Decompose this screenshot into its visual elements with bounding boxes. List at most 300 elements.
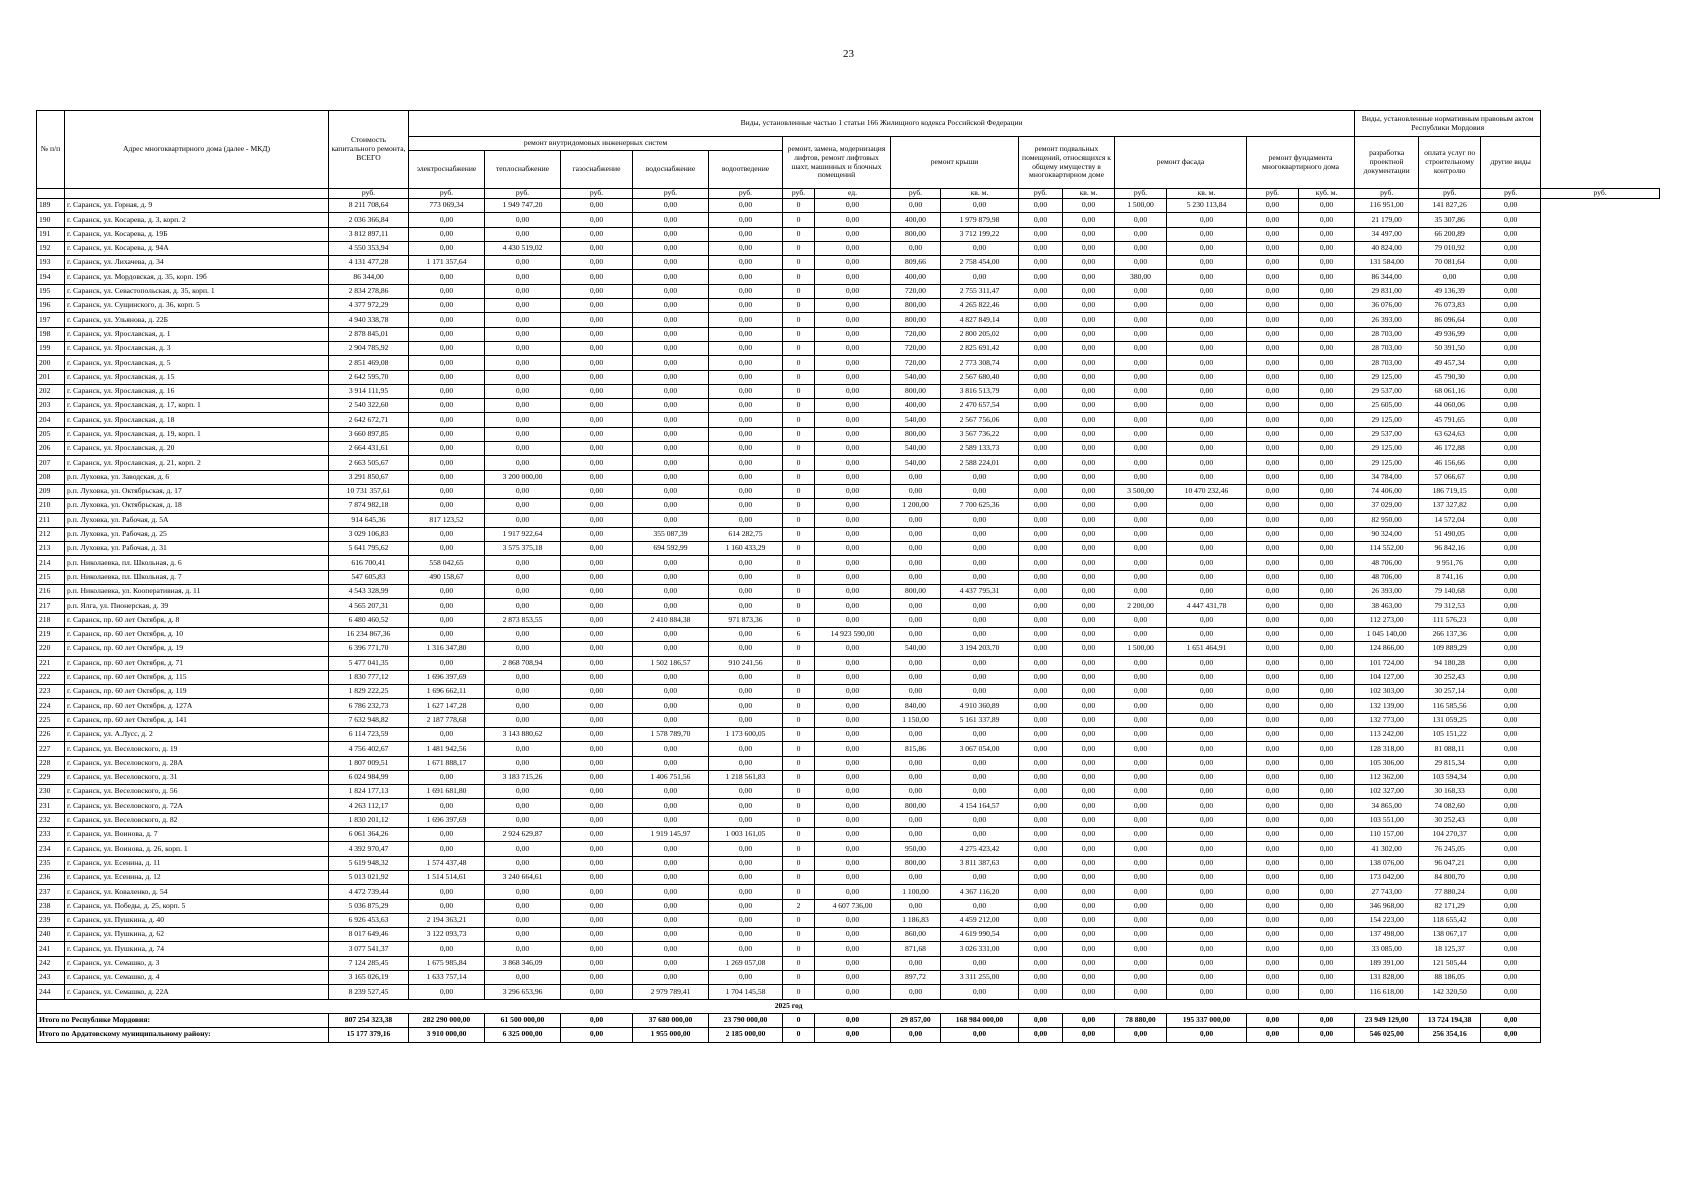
- row-value: 773 069,34: [409, 199, 485, 213]
- row-number: 208: [37, 470, 65, 484]
- row-value: 0,00: [891, 785, 941, 799]
- row-value: 3 291 850,67: [329, 470, 409, 484]
- row-number: 240: [37, 928, 65, 942]
- row-value: 0,00: [561, 613, 633, 627]
- row-value: 0,00: [1019, 456, 1063, 470]
- row-value: 0,00: [1167, 556, 1247, 570]
- row-value: 0: [783, 642, 815, 656]
- row-address: г. Саранск, ул. Семашко, д. 22А: [65, 985, 329, 999]
- row-address: г. Саранск, ул. Пушкина, д. 74: [65, 942, 329, 956]
- row-value: 0,00: [1481, 313, 1541, 327]
- row-value: 0,00: [1167, 270, 1247, 284]
- row-value: 111 576,23: [1419, 613, 1481, 627]
- header-water: водоснабжение: [633, 151, 709, 189]
- row-address: г. Саранск, ул. Воинова, д. 7: [65, 828, 329, 842]
- row-value: 0,00: [1019, 713, 1063, 727]
- row-value: 0,00: [1115, 499, 1167, 513]
- row-value: 0,00: [941, 813, 1019, 827]
- row-value: 0: [783, 384, 815, 398]
- row-value: 0,00: [409, 384, 485, 398]
- row-address: г. Саранск, ул. Пушкина, д. 40: [65, 913, 329, 927]
- row-value: 0,00: [1063, 356, 1115, 370]
- row-value: 36 076,00: [1355, 299, 1419, 313]
- row-value: 0,00: [1019, 785, 1063, 799]
- row-value: 0,00: [1019, 484, 1063, 498]
- row-value: 0,00: [709, 399, 783, 413]
- total-value: 78 880,00: [1115, 1013, 1167, 1027]
- row-value: 49 136,39: [1419, 284, 1481, 298]
- row-value: 70 081,64: [1419, 256, 1481, 270]
- table-row: [37, 213, 1660, 227]
- row-value: 2 755 311,47: [941, 284, 1019, 298]
- row-value: 1 696 662,11: [409, 685, 485, 699]
- row-value: 0,00: [941, 613, 1019, 627]
- row-value: 45 791,65: [1419, 413, 1481, 427]
- row-value: 7 124 285,45: [329, 956, 409, 970]
- row-value: 0,00: [1481, 685, 1541, 699]
- row-address: г. Саранск, ул. Ярославская, д. 20: [65, 442, 329, 456]
- row-value: 0,00: [633, 556, 709, 570]
- row-number: 190: [37, 213, 65, 227]
- row-value: 0,00: [1247, 899, 1299, 913]
- row-value: 0,00: [891, 656, 941, 670]
- row-value: 0,00: [709, 513, 783, 527]
- row-value: 0,00: [709, 785, 783, 799]
- row-value: 3 660 897,85: [329, 427, 409, 441]
- total-value: 13 724 194,38: [1419, 1013, 1481, 1027]
- row-value: 0,00: [409, 356, 485, 370]
- row-value: 0,00: [1063, 427, 1115, 441]
- row-value: 0,00: [1481, 770, 1541, 784]
- row-value: 0,00: [1019, 299, 1063, 313]
- row-value: 0,00: [633, 842, 709, 856]
- unit-cell: руб.: [709, 189, 783, 199]
- row-value: 0,00: [1481, 542, 1541, 556]
- row-address: р.п. Николаевка, пл. Школьная, д. 7: [65, 570, 329, 584]
- row-value: 0,00: [815, 685, 891, 699]
- row-value: 0,00: [1019, 213, 1063, 227]
- table-row: [37, 413, 1660, 427]
- row-value: 0,00: [891, 870, 941, 884]
- row-value: 540,00: [891, 642, 941, 656]
- row-value: 0,00: [1481, 499, 1541, 513]
- row-value: 0,00: [1167, 756, 1247, 770]
- row-value: 45 790,30: [1419, 370, 1481, 384]
- row-value: 0: [783, 542, 815, 556]
- row-value: 0,00: [1063, 770, 1115, 784]
- row-value: 109 889,29: [1419, 642, 1481, 656]
- table-row: [37, 284, 1660, 298]
- unit-cell: руб.: [561, 189, 633, 199]
- row-address: г. Саранск, ул. Ярославская, д. 16: [65, 384, 329, 398]
- row-value: 0,00: [815, 985, 891, 999]
- row-value: 0,00: [1247, 256, 1299, 270]
- row-value: 0,00: [485, 227, 561, 241]
- table-row: [37, 542, 1660, 556]
- row-value: 0: [783, 656, 815, 670]
- row-value: 0,00: [1063, 756, 1115, 770]
- row-value: 0,00: [1019, 870, 1063, 884]
- row-value: 0,00: [1299, 413, 1355, 427]
- row-value: 720,00: [891, 356, 941, 370]
- row-value: 0,00: [709, 384, 783, 398]
- table-row: [37, 656, 1660, 670]
- row-value: 3 165 026,19: [329, 971, 409, 985]
- row-value: 124 866,00: [1355, 642, 1419, 656]
- row-number: 238: [37, 899, 65, 913]
- row-value: 0,00: [485, 699, 561, 713]
- table-row: [37, 513, 1660, 527]
- row-value: 0,00: [633, 241, 709, 255]
- row-value: 2 470 657,54: [941, 399, 1019, 413]
- row-value: 0,00: [561, 971, 633, 985]
- row-value: 0,00: [1019, 699, 1063, 713]
- row-value: 0,00: [815, 842, 891, 856]
- row-value: 0,00: [633, 399, 709, 413]
- row-number: 192: [37, 241, 65, 255]
- row-value: 0,00: [815, 885, 891, 899]
- row-value: 0,00: [1481, 971, 1541, 985]
- total-value: 0,00: [815, 1028, 891, 1042]
- row-value: 817 123,52: [409, 513, 485, 527]
- row-value: 800,00: [891, 313, 941, 327]
- row-value: 0,00: [891, 670, 941, 684]
- row-value: 0,00: [1115, 899, 1167, 913]
- unit-cell: руб.: [409, 189, 485, 199]
- row-value: 0,00: [1019, 270, 1063, 284]
- row-value: 5 619 948,32: [329, 856, 409, 870]
- row-value: 0,00: [1019, 356, 1063, 370]
- row-value: 0,00: [561, 742, 633, 756]
- row-value: 0,00: [1019, 727, 1063, 741]
- row-value: 0,00: [1167, 699, 1247, 713]
- row-value: 0,00: [1167, 870, 1247, 884]
- row-value: 2 200,00: [1115, 599, 1167, 613]
- row-value: 48 706,00: [1355, 556, 1419, 570]
- row-value: 0,00: [409, 442, 485, 456]
- row-value: 0,00: [709, 742, 783, 756]
- row-value: 0,00: [1247, 356, 1299, 370]
- row-value: 0,00: [1299, 241, 1355, 255]
- row-value: 0,00: [815, 785, 891, 799]
- row-value: 0,00: [561, 928, 633, 942]
- total-value: 0,00: [1481, 1028, 1541, 1042]
- row-address: г. Саранск, ул. Веселовского, д. 82: [65, 813, 329, 827]
- row-address: г. Саранск, ул. Веселовского, д. 28А: [65, 756, 329, 770]
- row-number: 212: [37, 527, 65, 541]
- row-value: 0,00: [561, 556, 633, 570]
- row-value: 2 851 469,08: [329, 356, 409, 370]
- row-value: 0,00: [1481, 756, 1541, 770]
- row-value: 0,00: [1247, 627, 1299, 641]
- row-value: 0,00: [633, 484, 709, 498]
- row-value: 0,00: [633, 341, 709, 355]
- row-value: 0,00: [633, 813, 709, 827]
- row-value: 860,00: [891, 928, 941, 942]
- row-number: 237: [37, 885, 65, 899]
- row-value: 0,00: [709, 213, 783, 227]
- row-value: 0,00: [1063, 699, 1115, 713]
- row-value: 0,00: [709, 499, 783, 513]
- row-value: 82 950,00: [1355, 513, 1419, 527]
- row-value: 103 594,34: [1419, 770, 1481, 784]
- row-value: 25 605,00: [1355, 399, 1419, 413]
- row-number: 194: [37, 270, 65, 284]
- row-value: 0,00: [815, 327, 891, 341]
- row-value: 4 154 164,57: [941, 799, 1019, 813]
- row-value: 6 480 460,52: [329, 613, 409, 627]
- row-value: 840,00: [891, 699, 941, 713]
- row-value: 0: [783, 356, 815, 370]
- row-value: 0,00: [891, 527, 941, 541]
- row-value: 0,00: [1167, 341, 1247, 355]
- total-value: 0,00: [1247, 1028, 1299, 1042]
- row-value: 0,00: [1299, 956, 1355, 970]
- row-value: 0,00: [1167, 856, 1247, 870]
- row-value: 0,00: [1299, 885, 1355, 899]
- row-value: 82 171,29: [1419, 899, 1481, 913]
- row-address: г. Саранск, ул. Ярославская, д. 21, корп. 2: [65, 456, 329, 470]
- row-value: 0,00: [1019, 942, 1063, 956]
- row-value: 3 240 664,61: [485, 870, 561, 884]
- row-value: 0,00: [1019, 470, 1063, 484]
- row-value: 0,00: [709, 942, 783, 956]
- row-value: 0,00: [1167, 241, 1247, 255]
- table-row: [37, 399, 1660, 413]
- row-value: 0,00: [409, 599, 485, 613]
- row-value: 154 223,00: [1355, 913, 1419, 927]
- row-value: 0,00: [1063, 742, 1115, 756]
- row-value: 0,00: [1019, 828, 1063, 842]
- row-value: 0,00: [1247, 942, 1299, 956]
- row-value: 0,00: [1247, 599, 1299, 613]
- table-row: [37, 599, 1660, 613]
- total-label: Итого по Ардатовскому муниципальному району:: [37, 1028, 329, 1042]
- row-value: 0,00: [815, 256, 891, 270]
- row-value: 189 391,00: [1355, 956, 1419, 970]
- row-address: р.п. Ялга, ул. Пионерская, д. 39: [65, 599, 329, 613]
- row-value: 6 396 771,70: [329, 642, 409, 656]
- row-value: 0: [783, 442, 815, 456]
- row-value: 0: [783, 885, 815, 899]
- row-value: 0,00: [941, 685, 1019, 699]
- row-value: 0,00: [485, 556, 561, 570]
- row-value: 4 367 116,20: [941, 885, 1019, 899]
- row-value: 29 537,00: [1355, 427, 1419, 441]
- row-value: 0,00: [409, 613, 485, 627]
- row-value: 0,00: [815, 413, 891, 427]
- row-value: 3 183 715,26: [485, 770, 561, 784]
- row-value: 0,00: [1481, 842, 1541, 856]
- row-value: 0,00: [1115, 627, 1167, 641]
- row-number: 196: [37, 299, 65, 313]
- row-value: 0,00: [1063, 928, 1115, 942]
- row-value: 0,00: [1299, 670, 1355, 684]
- row-number: 225: [37, 713, 65, 727]
- row-value: 0,00: [1481, 856, 1541, 870]
- unit-cell: ед.: [815, 189, 891, 199]
- row-value: 0,00: [561, 327, 633, 341]
- total-value: 0,00: [1481, 1013, 1541, 1027]
- row-value: 0,00: [941, 870, 1019, 884]
- row-value: 8 017 649,46: [329, 928, 409, 942]
- row-number: 222: [37, 670, 65, 684]
- row-value: 0,00: [561, 942, 633, 956]
- row-value: 0,00: [1299, 470, 1355, 484]
- row-value: 0,00: [1299, 427, 1355, 441]
- row-value: 2 878 845,01: [329, 327, 409, 341]
- row-value: 0,00: [941, 513, 1019, 527]
- row-value: 0,00: [941, 770, 1019, 784]
- row-value: 0,00: [485, 642, 561, 656]
- row-value: 0,00: [1019, 313, 1063, 327]
- row-value: 0,00: [1115, 341, 1167, 355]
- row-value: 0,00: [561, 370, 633, 384]
- row-value: 0,00: [941, 556, 1019, 570]
- row-value: 0,00: [1247, 456, 1299, 470]
- row-value: 8 239 527,45: [329, 985, 409, 999]
- row-value: 0,00: [1299, 599, 1355, 613]
- row-value: 0,00: [709, 484, 783, 498]
- row-value: 6 024 984,99: [329, 770, 409, 784]
- row-value: 0,00: [561, 442, 633, 456]
- row-number: 223: [37, 685, 65, 699]
- row-value: 0,00: [633, 413, 709, 427]
- row-value: 0,00: [1063, 613, 1115, 627]
- units-row: [37, 189, 1660, 199]
- table-row: [37, 556, 1660, 570]
- row-value: 0: [783, 270, 815, 284]
- row-value: 4 607 736,00: [815, 899, 891, 913]
- row-value: 0,00: [1481, 370, 1541, 384]
- table-row: [37, 384, 1660, 398]
- row-value: 0,00: [709, 370, 783, 384]
- row-value: 28 703,00: [1355, 356, 1419, 370]
- row-value: 0,00: [815, 642, 891, 656]
- row-value: 800,00: [891, 585, 941, 599]
- row-value: 0,00: [1019, 627, 1063, 641]
- row-number: 221: [37, 656, 65, 670]
- row-value: 0: [783, 670, 815, 684]
- row-value: 48 706,00: [1355, 570, 1419, 584]
- row-value: 0: [783, 341, 815, 355]
- table-row: [37, 913, 1660, 927]
- row-address: р.п. Луховка, ул. Октябрьская, д. 18: [65, 499, 329, 513]
- table-row: [37, 442, 1660, 456]
- row-value: 49 936,99: [1419, 327, 1481, 341]
- row-value: 0,00: [1063, 599, 1115, 613]
- row-number: 216: [37, 585, 65, 599]
- row-value: 0,00: [1019, 542, 1063, 556]
- row-value: 2 825 691,42: [941, 341, 1019, 355]
- row-address: г. Саранск, ул. Ярославская, д. 18: [65, 413, 329, 427]
- table-row: [37, 370, 1660, 384]
- row-value: 1 218 561,83: [709, 770, 783, 784]
- row-value: 1 500,00: [1115, 199, 1167, 213]
- row-value: 0,00: [561, 885, 633, 899]
- row-value: 0,00: [709, 685, 783, 699]
- row-value: 0,00: [409, 899, 485, 913]
- row-value: 0,00: [1247, 399, 1299, 413]
- row-value: 4 447 431,78: [1167, 599, 1247, 613]
- row-value: 0,00: [633, 856, 709, 870]
- table-row: [37, 928, 1660, 942]
- header-electric: электроснабжение: [409, 151, 485, 189]
- row-address: г. Саранск, пр. 60 лет Октября, д. 141: [65, 713, 329, 727]
- row-value: 3 077 541,37: [329, 942, 409, 956]
- row-value: 0,00: [1299, 384, 1355, 398]
- row-value: 0,00: [633, 270, 709, 284]
- row-value: 0,00: [633, 384, 709, 398]
- table-row: [37, 971, 1660, 985]
- row-value: 0,00: [1481, 785, 1541, 799]
- row-value: 0,00: [709, 928, 783, 942]
- row-value: 720,00: [891, 327, 941, 341]
- row-value: 16 234 867,36: [329, 627, 409, 641]
- row-value: 0,00: [1115, 413, 1167, 427]
- row-value: 0,00: [1167, 985, 1247, 999]
- row-value: 0,00: [891, 470, 941, 484]
- row-value: 0,00: [1481, 356, 1541, 370]
- row-value: 0,00: [1115, 241, 1167, 255]
- row-value: 0,00: [1247, 885, 1299, 899]
- row-value: 4 756 402,67: [329, 742, 409, 756]
- row-value: 2 588 224,01: [941, 456, 1019, 470]
- row-value: 0,00: [485, 670, 561, 684]
- row-value: 0,00: [1115, 870, 1167, 884]
- row-value: 0,00: [561, 685, 633, 699]
- total-value: 37 680 000,00: [633, 1013, 709, 1027]
- row-value: 0,00: [1063, 627, 1115, 641]
- header-num: № п/п: [37, 111, 65, 189]
- row-value: 0,00: [561, 341, 633, 355]
- row-value: 0,00: [709, 885, 783, 899]
- row-value: 1 830 201,12: [329, 813, 409, 827]
- row-value: 0,00: [815, 213, 891, 227]
- row-value: 0,00: [709, 313, 783, 327]
- row-value: 0,00: [1167, 499, 1247, 513]
- row-value: 2 773 308,74: [941, 356, 1019, 370]
- row-value: 0,00: [1481, 484, 1541, 498]
- row-value: 104 127,00: [1355, 670, 1419, 684]
- row-value: 0,00: [1167, 727, 1247, 741]
- row-value: 2 979 789,41: [633, 985, 709, 999]
- row-value: 0,00: [561, 256, 633, 270]
- total-value: 23 790 000,00: [709, 1013, 783, 1027]
- row-value: 0,00: [633, 713, 709, 727]
- row-value: 0,00: [815, 513, 891, 527]
- row-value: 0,00: [1167, 627, 1247, 641]
- row-value: 5 230 113,84: [1167, 199, 1247, 213]
- row-value: 0,00: [561, 670, 633, 684]
- row-value: 0,00: [1167, 213, 1247, 227]
- total-row: [37, 1013, 1660, 1027]
- row-value: 0,00: [1063, 685, 1115, 699]
- row-value: 0: [783, 241, 815, 255]
- row-value: 0,00: [1019, 570, 1063, 584]
- row-value: 0,00: [1167, 713, 1247, 727]
- row-value: 0,00: [633, 699, 709, 713]
- row-value: 0,00: [485, 928, 561, 942]
- row-value: 0,00: [1063, 513, 1115, 527]
- row-address: г. Саранск, ул. Косарева, д. 3, корп. 2: [65, 213, 329, 227]
- row-value: 29 125,00: [1355, 456, 1419, 470]
- row-value: 0,00: [815, 399, 891, 413]
- row-number: 207: [37, 456, 65, 470]
- row-value: 0,00: [1063, 913, 1115, 927]
- row-value: 0,00: [1115, 399, 1167, 413]
- row-value: 0,00: [561, 427, 633, 441]
